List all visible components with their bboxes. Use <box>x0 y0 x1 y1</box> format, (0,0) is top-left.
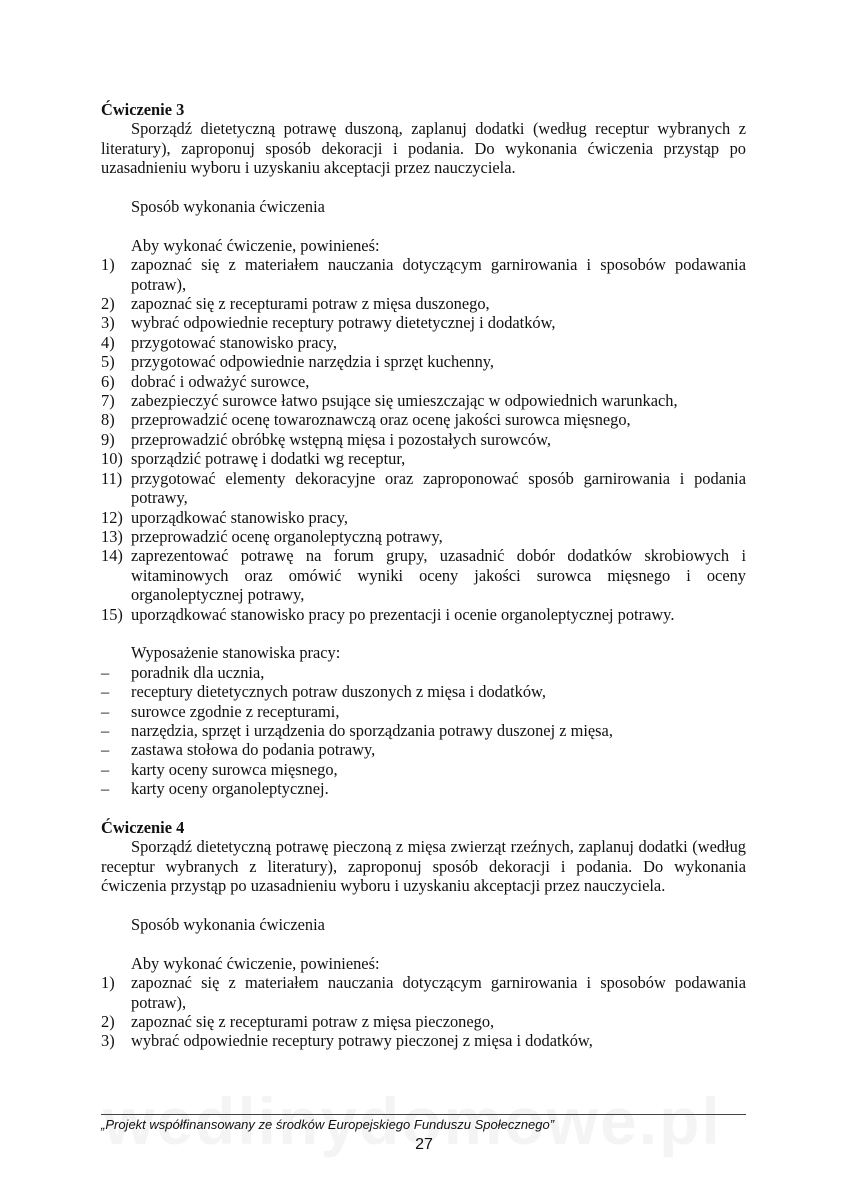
step-number: 12) <box>101 507 123 527</box>
step-item <box>101 410 746 429</box>
step-text: uporządkować stanowisko pracy, <box>131 507 348 527</box>
step-number: 1) <box>101 973 115 993</box>
step-item <box>101 430 746 449</box>
equipment-text: poradnik dla ucznia, <box>131 662 265 682</box>
exercise-3 <box>101 100 746 799</box>
method-title: Sposób wykonania ćwiczenia <box>131 197 325 217</box>
step-number: 3) <box>101 1031 115 1051</box>
step-number: 14) <box>101 546 123 566</box>
equipment-item <box>101 721 746 740</box>
exercise-intro: Sporządź dietetyczną potrawę pieczoną z mięsa zwierząt rzeźnych, zaplanuj dodatki (według receptur wybranych z literatury), zaproponuj sposób dekoracji i podania. Do wykonania ćwiczenia przystąp po uzasadnieniu wyboru i uzyskaniu akceptacji przez nauczyciela. <box>101 837 746 896</box>
step-item <box>101 973 746 1012</box>
footer-divider <box>101 1114 746 1115</box>
steps-list <box>101 973 746 1051</box>
step-number: 7) <box>101 391 115 411</box>
bullet-dash: – <box>101 779 110 799</box>
step-text: przeprowadzić ocenę organoleptyczną potrawy, <box>131 526 443 546</box>
equipment-text: narzędzia, sprzęt i urządzenia do sporządzania potrawy duszonej z mięsa, <box>131 720 613 740</box>
step-number: 9) <box>101 429 115 449</box>
step-item <box>101 1012 746 1031</box>
step-number: 2) <box>101 294 115 314</box>
step-item <box>101 508 746 527</box>
step-text: przeprowadzić ocenę towaroznawczą oraz ocenę jakości surowca mięsnego, <box>131 410 631 430</box>
step-item <box>101 605 746 624</box>
exercise-heading: Ćwiczenie 4 <box>101 817 185 837</box>
step-item <box>101 333 746 352</box>
bullet-dash: – <box>101 662 110 682</box>
step-text: wybrać odpowiednie receptury potrawy dietetycznej i dodatków, <box>131 313 556 333</box>
step-number: 6) <box>101 371 115 391</box>
step-item <box>101 527 746 546</box>
exercise-intro: Sporządź dietetyczną potrawę duszoną, zaplanuj dodatki (według receptur wybranych z literatury), zaproponuj sposób dekoracji i podania. Do wykonania ćwiczenia przystąp po uzasadnieniu wyboru i uzyskaniu akceptacji przez nauczyciela. <box>101 119 746 178</box>
step-number: 8) <box>101 410 115 430</box>
step-text: wybrać odpowiednie receptury potrawy pieczonej z mięsa i dodatków, <box>131 1031 593 1051</box>
step-item <box>101 449 746 468</box>
equipment-item <box>101 702 746 721</box>
steps-list <box>101 255 746 624</box>
steps-intro: Aby wykonać ćwiczenie, powinieneś: <box>131 953 380 973</box>
step-item <box>101 372 746 391</box>
step-item <box>101 1031 746 1050</box>
steps-intro: Aby wykonać ćwiczenie, powinieneś: <box>131 235 380 255</box>
step-text: zaprezentować potrawę na forum grupy, uzasadnić dobór dodatków skrobiowych i witaminowych oraz omówić wyniki oceny jakości surowca mięsnego i oceny organoleptycznej potrawy, <box>131 546 746 605</box>
step-text: zabezpieczyć surowce łatwo psujące się umieszczając w odpowiednich warunkach, <box>131 391 678 411</box>
equipment-item <box>101 779 746 798</box>
equipment-item <box>101 760 746 779</box>
step-number: 2) <box>101 1012 115 1031</box>
bullet-dash: – <box>101 740 110 760</box>
step-number: 3) <box>101 313 115 333</box>
step-number: 1) <box>101 255 115 275</box>
exercise-4 <box>101 818 746 1051</box>
step-item <box>101 391 746 410</box>
step-text: przeprowadzić obróbkę wstępną mięsa i pozostałych surowców, <box>131 429 551 449</box>
step-item <box>101 313 746 332</box>
page-number: 27 <box>415 1136 433 1153</box>
equipment-text: receptury dietetycznych potraw duszonych z mięsa i dodatków, <box>131 682 546 702</box>
equipment-item <box>101 740 746 759</box>
step-text: sporządzić potrawę i dodatki wg receptur, <box>131 449 406 469</box>
step-text: przygotować odpowiednie narzędzia i sprzęt kuchenny, <box>131 352 495 372</box>
bullet-dash: – <box>101 759 110 779</box>
step-number: 4) <box>101 332 115 352</box>
footer-text: „Projekt współfinansowany ze środków Europejskiego Funduszu Społecznego” <box>101 1117 555 1132</box>
equipment-item <box>101 682 746 701</box>
step-item <box>101 352 746 371</box>
step-number: 11) <box>101 468 123 488</box>
step-text: zapoznać się z materiałem nauczania dotyczącym garnirowania i sposobów podawania potraw), <box>131 973 746 1012</box>
step-number: 10) <box>101 449 123 469</box>
step-text: przygotować stanowisko pracy, <box>131 332 338 352</box>
page-content <box>101 100 746 1051</box>
step-item <box>101 546 746 604</box>
method-title: Sposób wykonania ćwiczenia <box>131 914 325 934</box>
equipment-list <box>101 663 746 799</box>
equipment-text: zastawa stołowa do podania potrawy, <box>131 740 376 760</box>
equipment-item <box>101 663 746 682</box>
step-item <box>101 294 746 313</box>
step-text: przygotować elementy dekoracyjne oraz zaproponować sposób garnirowania i podania potrawy, <box>131 468 746 508</box>
equipment-text: karty oceny organoleptycznej. <box>131 779 329 799</box>
step-number: 13) <box>101 526 123 546</box>
bullet-dash: – <box>101 682 110 702</box>
step-text: zapoznać się z recepturami potraw z mięsa duszonego, <box>131 294 490 314</box>
step-item <box>101 469 746 508</box>
bullet-dash: – <box>101 720 110 740</box>
step-number: 5) <box>101 352 115 372</box>
step-number: 15) <box>101 604 123 624</box>
bullet-dash: – <box>101 701 110 721</box>
exercise-heading: Ćwiczenie 3 <box>101 100 185 119</box>
step-text: zapoznać się z materiałem nauczania dotyczącym garnirowania i sposobów podawania potraw), <box>131 255 746 294</box>
step-text: uporządkować stanowisko pracy po prezentacji i ocenie organoleptycznej potrawy. <box>131 604 675 624</box>
step-item <box>101 255 746 294</box>
equipment-text: surowce zgodnie z recepturami, <box>131 701 340 721</box>
equipment-text: karty oceny surowca mięsnego, <box>131 759 338 779</box>
step-text: dobrać i odważyć surowce, <box>131 371 310 391</box>
equipment-title: Wyposażenie stanowiska pracy: <box>131 643 341 663</box>
step-text: zapoznać się z recepturami potraw z mięsa pieczonego, <box>131 1012 495 1031</box>
